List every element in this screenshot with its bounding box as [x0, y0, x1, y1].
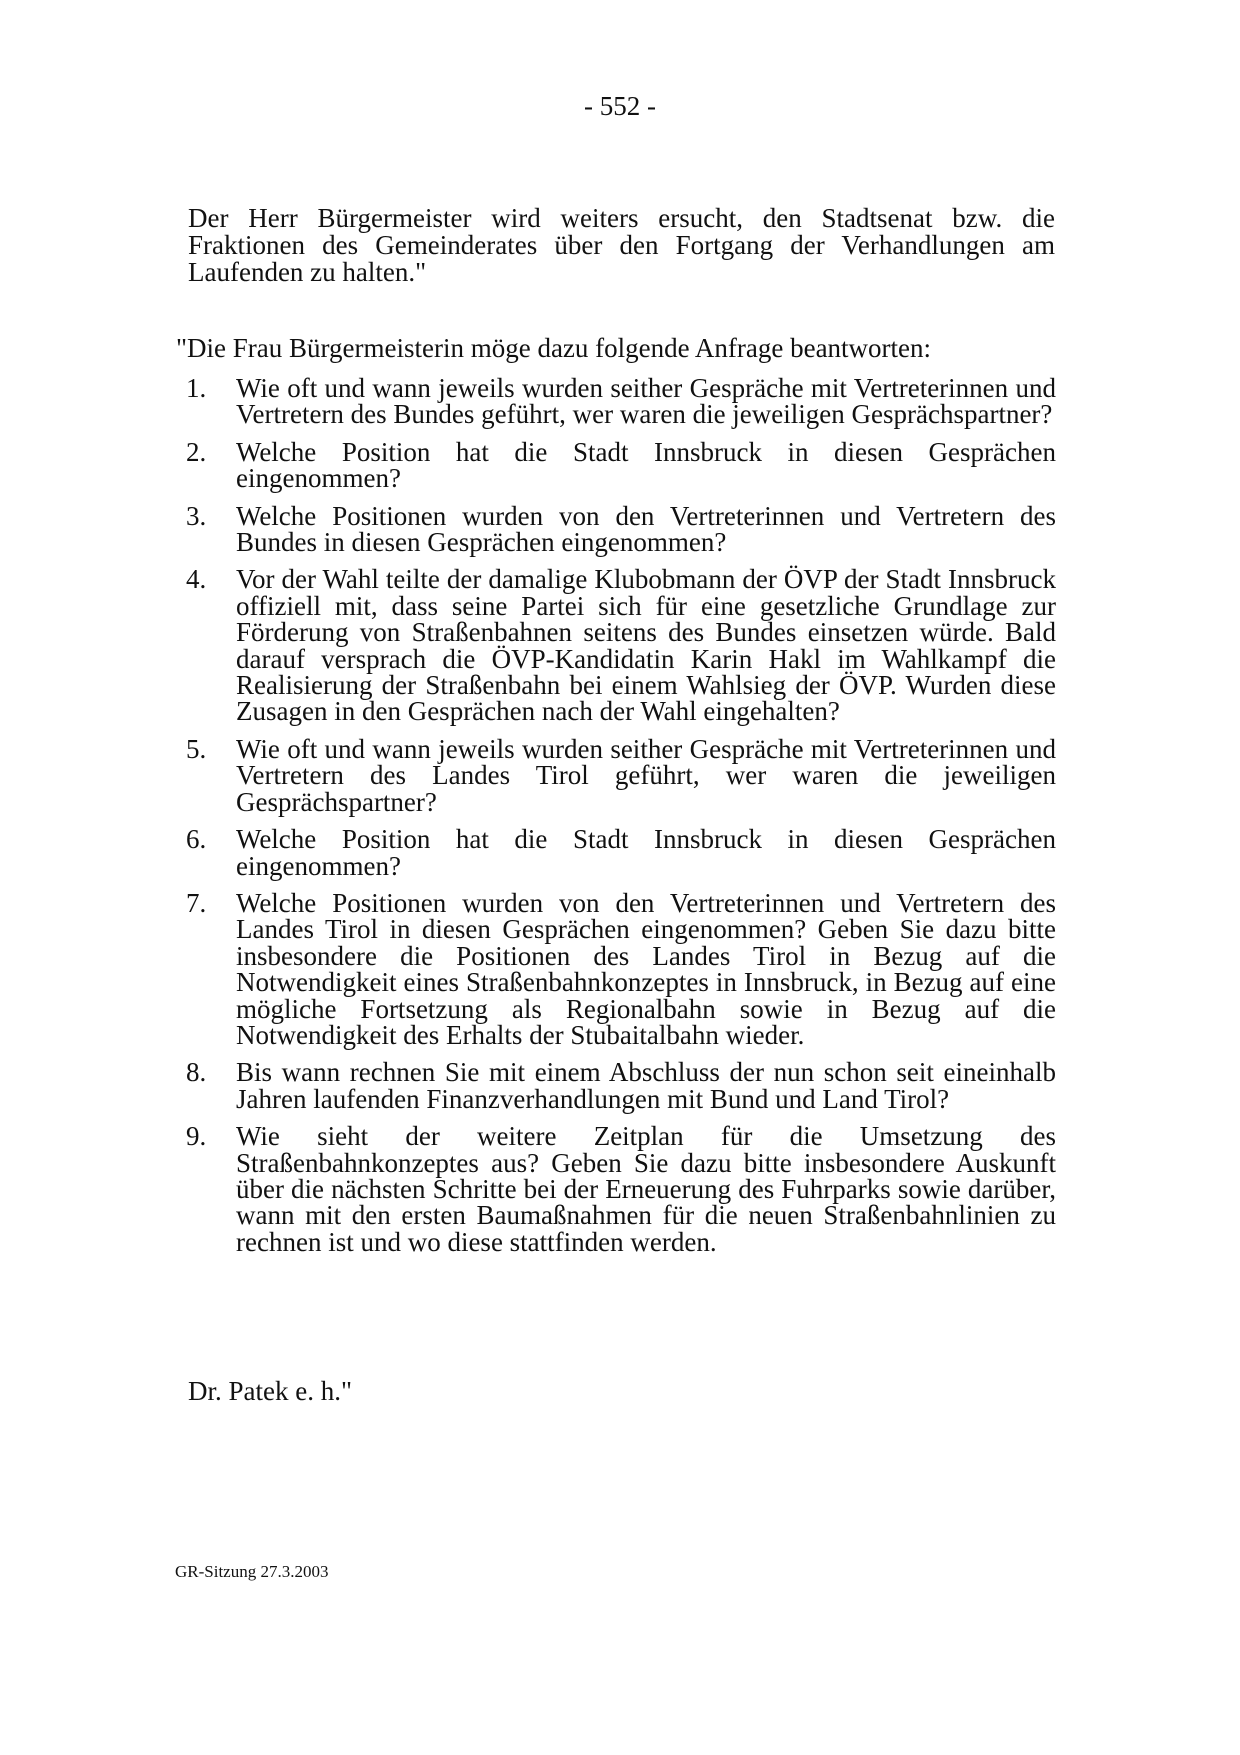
question-text: Welche Position hat die Stadt Innsbruck in diesen Gesprächen eingenommen? — [236, 824, 1056, 881]
list-item — [176, 375, 1056, 428]
question-text: Wie oft und wann jeweils wurden seither Gespräche mit Vertreterinnen und Vertretern des Landes Tirol geführt, wer waren die jeweiligen Gesprächspartner? — [236, 733, 1056, 817]
question-number: 7. — [186, 887, 207, 918]
question-number: 6. — [186, 824, 207, 855]
page-number: - 552 - — [584, 91, 656, 121]
list-item — [176, 733, 1056, 817]
list-item — [176, 1059, 1056, 1112]
question-number: 5. — [186, 733, 207, 764]
footer-session-date: GR-Sitzung 27.3.2003 — [175, 1562, 329, 1581]
list-item — [176, 887, 1056, 1050]
question-text: Wie oft und wann jeweils wurden seither Gespräche mit Vertreterinnen und Vertretern des Bundes geführt, wer waren die jeweiligen Gesprächspartner? — [236, 373, 1056, 430]
question-number: 9. — [186, 1121, 207, 1152]
question-number: 4. — [186, 564, 207, 595]
question-number: 8. — [186, 1057, 207, 1088]
list-item — [176, 826, 1056, 879]
list-item — [176, 500, 1056, 558]
list-item — [176, 1123, 1056, 1255]
question-number: 3. — [186, 500, 207, 531]
question-number: 1. — [186, 373, 207, 403]
question-text: Welche Positionen wurden von den Vertreterinnen und Vertretern des Landes Tirol in diesen Gesprächen eingenommen? Geben Sie dazu bitte insbesondere die Positionen des Landes Tirol in Bezug auf die Notwendigkeit eines Straßenbahnkonzeptes in Innsbruck, in Bezug auf eine mögliche Fortsetzung als Regionalbahn sowie in Bezug auf die Notwendigkeit des Erhalts der Stubaitalbahn wieder. — [236, 887, 1056, 1050]
list-item — [176, 436, 1056, 494]
question-text: Wie sieht der weitere Zeitplan für die Umsetzung des Straßenbahnkonzeptes aus? Geben Sie dazu bitte insbesondere Auskunft über die nächsten Schritte bei der Erneuerung des Fuhrparks sowie darüber, wann mit den ersten Baumaßnahmen für die neuen Straßenbahnlinien zu rechnen ist und wo diese stattfinden werden. — [236, 1121, 1056, 1257]
list-item — [176, 564, 1056, 727]
signature: Dr. Patek e. h." — [188, 1376, 352, 1406]
question-number: 2. — [186, 436, 207, 467]
inquiry-lead: "Die Frau Bürgermeisterin möge dazu folgende Anfrage beantworten: — [176, 333, 932, 363]
question-text: Bis wann rechnen Sie mit einem Abschluss der nun schon seit eineinhalb Jahren laufenden Finanzverhandlungen mit Bund und Land Tirol? — [236, 1057, 1056, 1114]
question-text: Welche Position hat die Stadt Innsbruck in diesen Gesprächen eingenommen? — [236, 436, 1056, 494]
intro-paragraph: Der Herr Bürgermeister wird weiters ersucht, den Stadtsenat bzw. die Fraktionen des Gemeinderates über den Fortgang der Verhandlungen am Laufenden zu halten." — [188, 203, 1055, 287]
question-text: Vor der Wahl teilte der damalige Klubobmann der ÖVP der Stadt Innsbruck offiziell mit, dass seine Partei sich für eine gesetzliche Grundlage zur Förderung von Straßenbahnen seitens des Bundes einsetzen würde. Bald darauf versprach die ÖVP-Kandidatin Karin Hakl im Wahlkampf die Realisierung der Straßenbahn bei einem Wahlsieg der ÖVP. Wurden diese Zusagen in den Gesprächen nach der Wahl eingehalten? — [236, 564, 1056, 727]
question-list — [176, 375, 1056, 1266]
question-text: Welche Positionen wurden von den Vertreterinnen und Vertretern des Bundes in diesen Gesprächen eingenommen? — [236, 500, 1056, 558]
